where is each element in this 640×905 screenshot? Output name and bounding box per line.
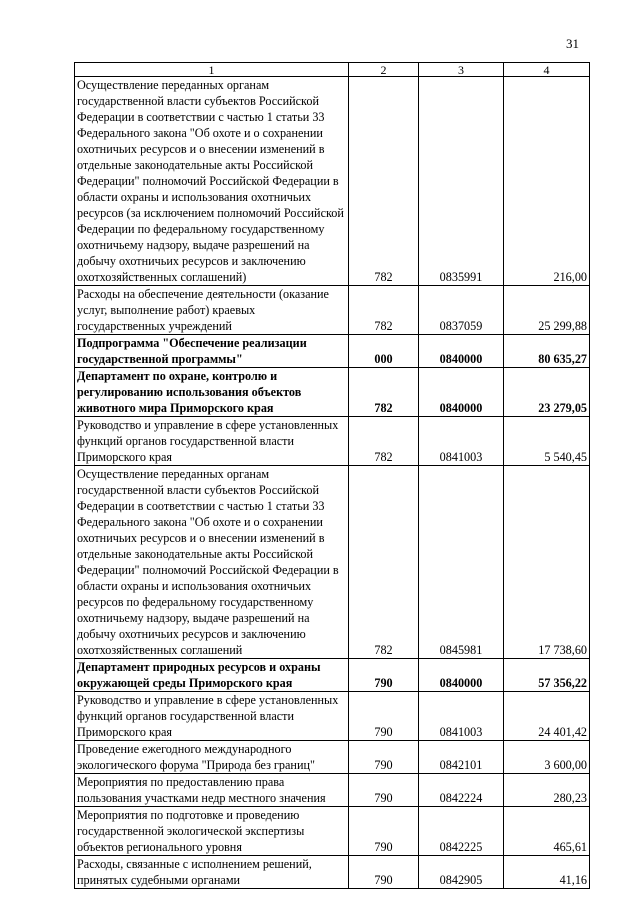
cell-ved: 790 [349, 741, 419, 774]
table-row [75, 692, 590, 741]
table-row [75, 774, 590, 807]
column-header-name: 1 [75, 63, 349, 77]
cell-name: Руководство и управление в сфере установленных функций органов государственной власти Приморского края [75, 692, 349, 741]
cell-ved: 782 [349, 417, 419, 466]
cell-ved: 000 [349, 335, 419, 368]
cell-ved: 790 [349, 692, 419, 741]
cell-ved: 790 [349, 856, 419, 889]
cell-ved: 790 [349, 807, 419, 856]
column-header-ved: 2 [349, 63, 419, 77]
cell-name: Мероприятия по предоставлению права пользования участками недр местного значения [75, 774, 349, 807]
cell-csr: 0840000 [419, 335, 504, 368]
table-row [75, 286, 590, 335]
cell-sum: 280,23 [504, 774, 590, 807]
cell-csr: 0835991 [419, 77, 504, 286]
cell-ved: 790 [349, 774, 419, 807]
cell-name: Проведение ежегодного международного экологического форума "Природа без границ" [75, 741, 349, 774]
table-row [75, 77, 590, 286]
cell-sum: 41,16 [504, 856, 590, 889]
cell-csr: 0841003 [419, 417, 504, 466]
table-row [75, 741, 590, 774]
cell-name: Подпрограмма "Обеспечение реализации государственной программы" [75, 335, 349, 368]
cell-sum: 5 540,45 [504, 417, 590, 466]
cell-sum: 24 401,42 [504, 692, 590, 741]
cell-sum: 80 635,27 [504, 335, 590, 368]
cell-name: Мероприятия по подготовке и проведению государственной экологической экспертизы объектов регионального уровня [75, 807, 349, 856]
cell-ved: 782 [349, 286, 419, 335]
cell-name: Осуществление переданных органам государственной власти субъектов Российской Федерации в соответствии с частью 1 статьи 33 Федерального закона "Об охоте и о сохранении охотничьих ресурсов и о внесении изменений в отдельные законодательные акты Российской Федерации" полномочий Российской Федерации в области охраны и использования охотничьих ресурсов (за исключением полномочий Российской Федерации по федеральному государственному охотничьему надзору, выдаче разрешений на добычу охотничьих ресурсов и заключению охотхозяйственных соглашений) [75, 77, 349, 286]
cell-sum: 17 738,60 [504, 466, 590, 659]
cell-name: Департамент по охране, контролю и регулированию использования объектов животного мира Приморского края [75, 368, 349, 417]
table-row [75, 856, 590, 889]
table-row [75, 807, 590, 856]
cell-name: Осуществление переданных органам государственной власти субъектов Российской Федерации в соответствии с частью 1 статьи 33 Федерального закона "Об охоте и о сохранении охотничьих ресурсов и о внесении изменений в отдельные законодательные акты Российской Федерации" полномочий Российской Федерации в области охраны и использования охотничьих ресурсов по федеральному государственному охотничьему надзору, выдаче разрешений на добычу охотничьих ресурсов и заключению охотхозяйственных соглашений [75, 466, 349, 659]
cell-sum: 3 600,00 [504, 741, 590, 774]
column-header-csr: 3 [419, 63, 504, 77]
table-row [75, 417, 590, 466]
cell-sum: 57 356,22 [504, 659, 590, 692]
page-number: 31 [566, 36, 579, 51]
cell-csr: 0840000 [419, 659, 504, 692]
cell-name: Департамент природных ресурсов и охраны окружающей среды Приморского края [75, 659, 349, 692]
cell-ved: 782 [349, 466, 419, 659]
table-row [75, 335, 590, 368]
cell-sum: 216,00 [504, 77, 590, 286]
budget-table [74, 62, 590, 889]
cell-name: Руководство и управление в сфере установленных функций органов государственной власти Приморского края [75, 417, 349, 466]
cell-csr: 0837059 [419, 286, 504, 335]
cell-name: Расходы на обеспечение деятельности (оказание услуг, выполнение работ) краевых государственных учреждений [75, 286, 349, 335]
cell-csr: 0841003 [419, 692, 504, 741]
cell-csr: 0842101 [419, 741, 504, 774]
cell-csr: 0842225 [419, 807, 504, 856]
column-header-sum: 4 [504, 63, 590, 77]
cell-ved: 782 [349, 368, 419, 417]
table-row [75, 466, 590, 659]
table-row [75, 368, 590, 417]
cell-csr: 0842905 [419, 856, 504, 889]
cell-sum: 25 299,88 [504, 286, 590, 335]
table-row [75, 659, 590, 692]
header-row [75, 63, 590, 77]
cell-csr: 0842224 [419, 774, 504, 807]
cell-sum: 23 279,05 [504, 368, 590, 417]
cell-ved: 790 [349, 659, 419, 692]
cell-csr: 0840000 [419, 368, 504, 417]
cell-sum: 465,61 [504, 807, 590, 856]
cell-csr: 0845981 [419, 466, 504, 659]
cell-ved: 782 [349, 77, 419, 286]
cell-name: Расходы, связанные с исполнением решений, принятых судебными органами [75, 856, 349, 889]
